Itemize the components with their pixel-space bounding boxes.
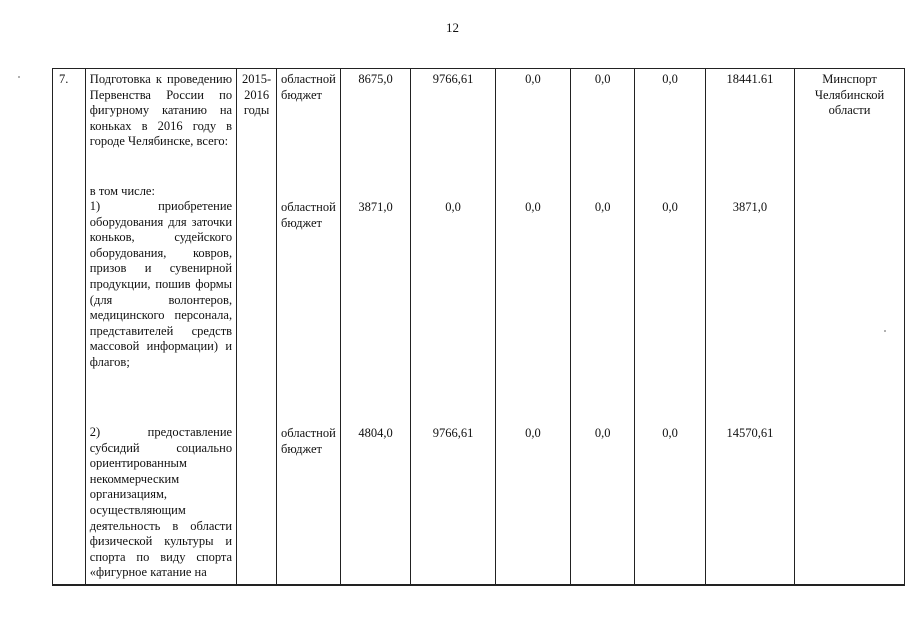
value-col-5 [635, 69, 705, 586]
main-source: областной бюджет [281, 72, 336, 102]
value-col-3 [495, 69, 570, 586]
value-col-1 [340, 69, 411, 586]
value-col-2 [411, 69, 495, 586]
item-2-description: 2) предоставление субсидий социально ориентированным некоммерческим организациям, осуществляющим деятельность в области физической культуры и спорта по виду спорта «фигурное катание на [89, 425, 233, 580]
item-2-value-5: 0,0 [662, 426, 678, 440]
item-1-value-5: 0,0 [662, 200, 678, 214]
item-2-source: областной бюджет [281, 426, 336, 456]
executor-cell: Минспорт Челябинской области [795, 69, 905, 586]
main-value-5: 0,0 [662, 72, 678, 86]
value-col-total [705, 69, 794, 586]
item-1-value-3: 0,0 [525, 200, 541, 214]
main-value-3: 0,0 [525, 72, 541, 86]
item-2-value-3: 0,0 [525, 426, 541, 440]
table-row [53, 69, 905, 586]
sub-heading: в том числе: [89, 184, 155, 198]
item-1-source: областной бюджет [281, 200, 336, 230]
source-cell [277, 69, 341, 586]
item-2-value-2: 9766,61 [432, 426, 474, 440]
item-1-value-2: 0,0 [445, 200, 461, 214]
main-value-2: 9766,61 [432, 72, 474, 86]
scan-speck [18, 76, 20, 78]
main-description: Подготовка к проведению Первенства России по фигурному катанию на коньках в 2016 году в городе Челябинске, всего: [89, 72, 233, 149]
program-table [52, 68, 905, 586]
value-col-4 [571, 69, 635, 586]
main-value-4: 0,0 [594, 72, 611, 86]
item-2-value-1: 4804,0 [358, 426, 393, 440]
page-number: 12 [446, 20, 459, 35]
item-2-value-total: 14570,61 [726, 426, 774, 440]
main-value-1: 8675,0 [358, 72, 393, 86]
period-cell: 2015-2016 годы [237, 69, 277, 586]
item-1-value-4: 0,0 [594, 200, 611, 214]
item-2-value-4: 0,0 [594, 426, 611, 440]
main-value-total: 18441.61 [726, 72, 774, 86]
item-1-value-1: 3871,0 [358, 200, 393, 214]
item-1-description: 1) приобретение оборудования для заточки коньков, судейского оборудования, ковров, призов и сувенирной продукции, пошив формы (для волонтеров, медицинского персонала, представителей средств массовой информации) и флагов; [89, 199, 233, 369]
description-cell [85, 69, 236, 586]
row-number: 7. [53, 69, 86, 586]
item-1-value-total: 3871,0 [732, 200, 768, 214]
scan-speck [884, 330, 886, 332]
